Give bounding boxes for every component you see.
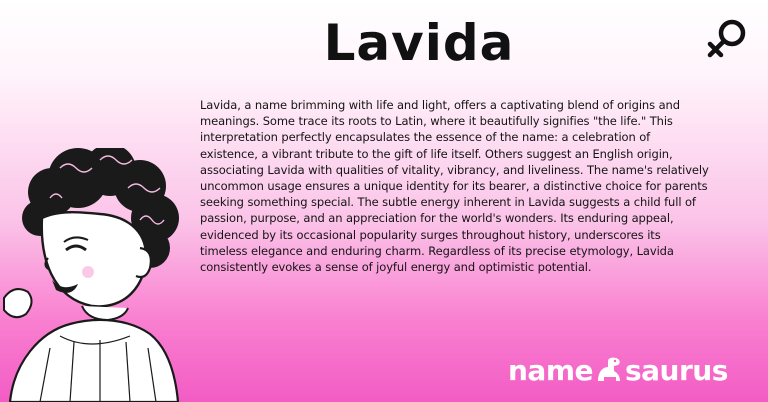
logo-text-right: saurus [625, 353, 728, 387]
dinosaur-icon [594, 355, 624, 385]
namesaurus-logo[interactable] [508, 352, 728, 392]
baby-girl-illustration [0, 148, 200, 402]
name-title: Lavida [323, 14, 515, 72]
name-description: Lavida, a name brimming with life and light, offers a captivating blend of origins and meanings. Some trace its roots to Latin, where it beautifully signifies "the life." This interpretation perfectly encapsulates the essence of the name: a celebration of existence, a vibrant tribute to the gift of life itself. Others suggest an English origin, associating Lavida with qualities of vitality, vibrancy, and liveliness. The name's relatively uncommon usage ensures a unique identity for its bearer, a distinctive choice for parents seeking something special. The subtle energy inherent in Lavida suggests a child full of passion, purpose, and an appreciation for the world's wonders. Its enduring appeal, evidenced by its occasional popularity surges throughout history, underscores its timeless elegance and enduring charm. Regardless of its precise etymology, Lavida consistently evokes a sense of joyful energy and optimistic potential. [200, 98, 709, 275]
logo-text-left: name [508, 353, 593, 387]
female-symbol-icon [704, 16, 750, 62]
